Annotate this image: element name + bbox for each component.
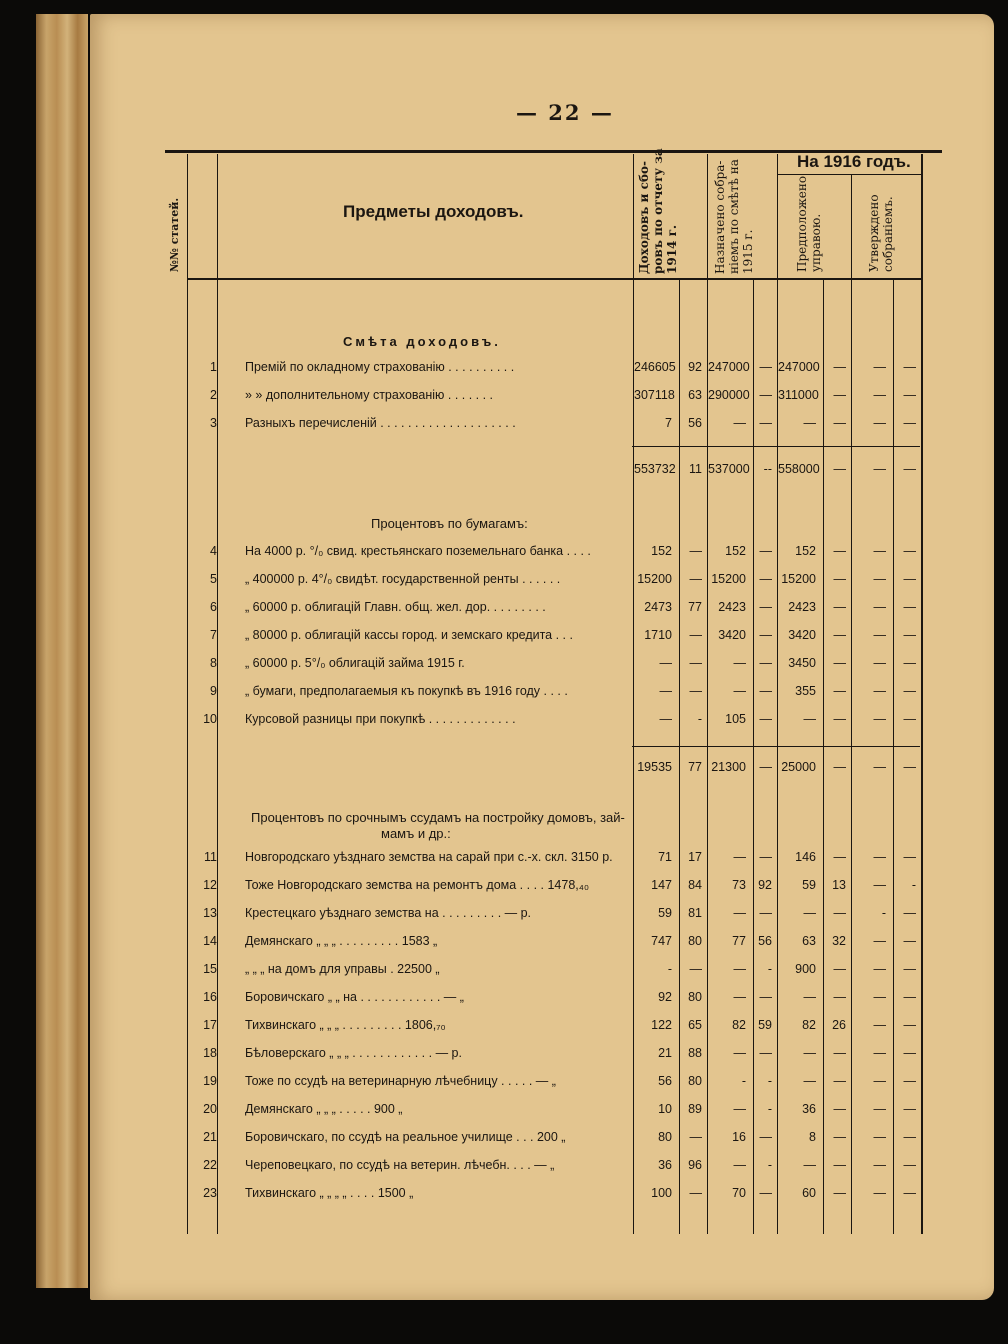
cell-h: —	[903, 1186, 916, 1200]
table-row	[165, 906, 922, 924]
subtotal-cell-e: 25000	[781, 760, 816, 774]
cell-a: 307118	[634, 388, 675, 402]
section-title-securities: Процентовъ по бумагамъ:	[371, 516, 528, 531]
table-row	[165, 388, 922, 406]
cell-g: —	[873, 850, 886, 864]
cell-b: 80	[688, 1074, 702, 1088]
header-article-no: №№ статей.	[168, 197, 181, 272]
header-1914-line3: 1914 г.	[665, 224, 679, 274]
cell-b: —	[689, 628, 702, 642]
cell-a: 100	[651, 1186, 672, 1200]
header-rule	[187, 278, 922, 280]
table-row	[165, 850, 922, 868]
cell-g: —	[873, 878, 886, 892]
cell-h: -	[911, 878, 916, 892]
cell-g: —	[873, 572, 886, 586]
table-row	[165, 712, 922, 730]
cell-d: —	[759, 360, 772, 374]
row-number: 16	[203, 990, 217, 1004]
row-description: Тоже Новгородскаго земства на ремонтъ дома . . . . 1478,₄₀	[245, 878, 590, 892]
table-row	[165, 962, 922, 980]
cell-d: —	[759, 1046, 772, 1060]
row-description: Тоже по ссудѣ на ветеринарную лѣчебницу . . . . . — „	[245, 1074, 556, 1088]
row-number: 23	[203, 1186, 217, 1200]
cell-h: —	[903, 990, 916, 1004]
cell-a: 59	[658, 906, 672, 920]
cell-e: 15200	[781, 572, 816, 586]
cell-f: —	[833, 544, 846, 558]
cell-h: —	[903, 1046, 916, 1060]
row-number: 22	[203, 1158, 217, 1172]
table-row	[165, 1102, 922, 1120]
cell-a: —	[659, 712, 672, 726]
header-1914-line1: Доходовъ и сбо-	[637, 161, 651, 274]
cell-c: —	[733, 1102, 746, 1116]
table-row	[165, 1186, 922, 1204]
header-1915-line2: ніемъ по смѣтѣ на	[727, 159, 741, 274]
header-approved-line2: собраніемъ.	[881, 196, 895, 272]
cell-d: —	[759, 906, 772, 920]
cell-h: —	[903, 388, 916, 402]
cell-a: 56	[658, 1074, 672, 1088]
cell-a: 92	[658, 990, 672, 1004]
cell-a: 246605	[634, 360, 676, 374]
cell-c: 70	[732, 1186, 746, 1200]
cell-b: 88	[688, 1046, 702, 1060]
table-row	[165, 684, 922, 702]
cell-c: 105	[725, 712, 746, 726]
row-description: „ 60000 р. облигацій Главн. общ. жел. дор. . . . . . . . .	[245, 600, 546, 614]
cell-d: —	[759, 990, 772, 1004]
table-row	[165, 1018, 922, 1036]
cell-d: —	[759, 388, 772, 402]
header-proposed-line1: Предположено	[795, 175, 809, 272]
table-row	[165, 544, 922, 562]
cell-f: —	[833, 962, 846, 976]
subtotal-cell-a: 19535	[637, 760, 672, 774]
cell-f: —	[833, 1186, 846, 1200]
table-row	[165, 360, 922, 378]
cell-h: —	[903, 850, 916, 864]
row-number: 5	[210, 572, 217, 586]
cell-f: —	[833, 1158, 846, 1172]
cell-a: 1710	[644, 628, 672, 642]
cell-g: —	[873, 544, 886, 558]
header-1914-line2: ровъ по отчету за	[651, 148, 665, 274]
header-1915-line1: Назначено собра-	[713, 160, 727, 274]
cell-e: —	[803, 1046, 816, 1060]
cell-d: —	[759, 850, 772, 864]
page-number: — 22 —	[516, 100, 614, 125]
row-number: 12	[203, 878, 217, 892]
subtotal1-rule	[632, 446, 920, 447]
cell-e: —	[803, 416, 816, 430]
table-row	[165, 1046, 922, 1064]
cell-g: —	[873, 1158, 886, 1172]
cell-e: —	[803, 990, 816, 1004]
cell-f: —	[833, 1102, 846, 1116]
row-number: 14	[203, 934, 217, 948]
cell-d: —	[759, 628, 772, 642]
cell-c: 2423	[718, 600, 746, 614]
cell-h: —	[903, 360, 916, 374]
subtotal-cell-b: 11	[689, 462, 702, 476]
cell-c: —	[733, 850, 746, 864]
cell-a: —	[659, 684, 672, 698]
cell-d: —	[759, 1186, 772, 1200]
cell-a: 7	[665, 416, 672, 430]
row-number: 11	[204, 850, 217, 864]
cell-b: 63	[688, 388, 702, 402]
row-number: 1	[210, 360, 217, 374]
subtotal-cell-h: —	[903, 760, 916, 774]
row-description: Боровичскаго, по ссудѣ на реальное училище . . . 200 „	[245, 1130, 566, 1144]
cell-b: —	[689, 684, 702, 698]
cell-d: —	[759, 1130, 772, 1144]
table-row	[165, 416, 922, 434]
cell-d: -	[767, 1074, 772, 1088]
cell-h: —	[903, 1158, 916, 1172]
cell-f: —	[833, 628, 846, 642]
cell-h: —	[903, 1130, 916, 1144]
table-row	[165, 656, 922, 674]
cell-h: —	[903, 684, 916, 698]
cell-h: —	[903, 962, 916, 976]
subtotal-cell-a: 553732	[634, 462, 676, 476]
cell-e: 146	[795, 850, 816, 864]
row-number: 7	[210, 628, 217, 642]
header-1915	[713, 159, 755, 274]
row-number: 9	[210, 684, 217, 698]
row-description: » » дополнительному страхованію . . . . . . .	[245, 388, 494, 402]
row-description: Новгородскаго уѣзднаго земства на сарай при с.-х. скл. 3150 р.	[245, 850, 613, 864]
cell-g: —	[873, 1186, 886, 1200]
cell-d: 92	[758, 878, 772, 892]
cell-d: —	[759, 544, 772, 558]
cell-b: 80	[688, 934, 702, 948]
section-title-loans-line1: Процентовъ по срочнымъ ссудамъ на постройку домовъ, зай-	[251, 810, 625, 825]
cell-f: —	[833, 572, 846, 586]
cell-e: —	[803, 1158, 816, 1172]
cell-h: —	[903, 416, 916, 430]
cell-b: —	[689, 572, 702, 586]
cell-b: 84	[688, 878, 702, 892]
row-number: 2	[210, 388, 217, 402]
row-number: 19	[203, 1074, 217, 1088]
header-1916: На 1916 годъ.	[797, 152, 911, 171]
cell-a: 152	[651, 544, 672, 558]
cell-g: —	[873, 600, 886, 614]
subtotal-row	[165, 760, 922, 778]
subtotal-cell-c: 21300	[711, 760, 746, 774]
row-number: 15	[203, 962, 217, 976]
cell-e: 247000	[778, 360, 820, 374]
cell-c: 152	[725, 544, 746, 558]
cell-g: —	[873, 712, 886, 726]
header-approved	[867, 194, 895, 272]
cell-c: —	[733, 656, 746, 670]
cell-c: —	[733, 1046, 746, 1060]
subtotal-cell-f: —	[833, 760, 846, 774]
cell-f: —	[833, 360, 846, 374]
cell-b: 77	[688, 600, 702, 614]
header-proposed-line2: управою.	[809, 213, 823, 272]
cell-e: 82	[802, 1018, 816, 1032]
header-proposed	[795, 176, 823, 272]
cell-d: -	[767, 962, 772, 976]
header-1915-line3: 1915 г.	[741, 229, 755, 274]
row-description: На 4000 р. °/₀ свид. крестьянскаго поземельнаго банка . . . .	[245, 544, 591, 558]
cell-b: —	[689, 544, 702, 558]
cell-b: —	[689, 656, 702, 670]
subtotal-cell-h: —	[903, 462, 916, 476]
cell-b: —	[689, 1186, 702, 1200]
section-title-estimate: Смѣта доходовъ.	[343, 334, 501, 349]
cell-d: 56	[758, 934, 772, 948]
table-row	[165, 1130, 922, 1148]
page-edges	[36, 14, 88, 1288]
row-description: „ 80000 р. облигацій кассы город. и земскаго кредита . . .	[245, 628, 573, 642]
row-description: Череповецкаго, по ссудѣ на ветерин. лѣчебн. . . . — „	[245, 1158, 555, 1172]
subtotal-cell-g: —	[873, 462, 886, 476]
cell-f: —	[833, 990, 846, 1004]
cell-f: —	[833, 600, 846, 614]
table-row	[165, 572, 922, 590]
header-approved-line1: Утверждено	[867, 194, 881, 272]
row-number: 20	[203, 1102, 217, 1116]
cell-f: —	[833, 712, 846, 726]
cell-h: —	[903, 600, 916, 614]
cell-b: 81	[688, 906, 702, 920]
row-description: Тихвинскаго „ „ „ „ . . . . 1500 „	[245, 1186, 414, 1200]
header-1914	[637, 148, 679, 274]
row-description: Крестецкаго уѣзднаго земства на . . . . . . . . . — р.	[245, 906, 532, 920]
cell-e: 311000	[778, 388, 819, 402]
row-number: 13	[203, 906, 217, 920]
cell-c: —	[733, 416, 746, 430]
cell-b: -	[697, 712, 702, 726]
row-description: Демянскаго „ „ „ . . . . . 900 „	[245, 1102, 403, 1116]
cell-a: 10	[658, 1102, 672, 1116]
cell-d: -	[767, 1158, 772, 1172]
cell-g: —	[873, 990, 886, 1004]
cell-e: —	[803, 712, 816, 726]
row-description: „ бумаги, предполагаемыя къ покупкѣ въ 1916 году . . . .	[245, 684, 568, 698]
cell-g: —	[873, 628, 886, 642]
cell-f: —	[833, 1046, 846, 1060]
cell-c: 247000	[708, 360, 750, 374]
cell-f: —	[833, 388, 846, 402]
row-number: 3	[210, 416, 217, 430]
estimate-table	[165, 150, 942, 1240]
row-description: „ 400000 р. 4°/₀ свидѣт. государственной ренты . . . . . .	[245, 572, 561, 586]
row-description: Премій по окладному страхованію . . . . . . . . . .	[245, 360, 515, 374]
cell-e: —	[803, 906, 816, 920]
cell-h: —	[903, 934, 916, 948]
subtotal-row	[165, 462, 922, 480]
cell-a: 21	[658, 1046, 672, 1060]
table-row	[165, 878, 922, 896]
cell-a: 15200	[637, 572, 672, 586]
row-description: Тихвинскаго „ „ „ . . . . . . . . . 1806,₇₀	[245, 1018, 446, 1032]
row-description: „ „ „ на домъ для управы . 22500 „	[245, 962, 440, 976]
cell-h: —	[903, 1074, 916, 1088]
table-row	[165, 600, 922, 618]
row-description: Разныхъ перечисленій . . . . . . . . . . . . . . . . . . . .	[245, 416, 516, 430]
subtotal2-rule	[632, 746, 920, 747]
cell-c: 77	[732, 934, 746, 948]
cell-f: —	[833, 1074, 846, 1088]
cell-b: 17	[688, 850, 702, 864]
cell-c: —	[733, 684, 746, 698]
cell-h: —	[903, 1018, 916, 1032]
subtotal-cell-f: —	[833, 462, 846, 476]
cell-e: 59	[802, 878, 816, 892]
subtotal-cell-c: 537000	[708, 462, 750, 476]
cell-b: —	[689, 962, 702, 976]
cell-a: 2473	[644, 600, 672, 614]
row-description: Демянскаго „ „ „ . . . . . . . . . 1583 „	[245, 934, 438, 948]
row-number: 4	[210, 544, 217, 558]
cell-d: —	[759, 684, 772, 698]
cell-c: 82	[732, 1018, 746, 1032]
cell-f: 26	[832, 1018, 846, 1032]
table-row	[165, 934, 922, 952]
cell-a: 147	[651, 878, 672, 892]
cell-d: —	[759, 416, 772, 430]
cell-c: 16	[732, 1130, 746, 1144]
cell-f: 32	[832, 934, 846, 948]
row-description: Курсовой разницы при покупкѣ . . . . . . . . . . . . .	[245, 712, 516, 726]
row-number: 8	[210, 656, 217, 670]
cell-e: 3450	[788, 656, 816, 670]
cell-b: 56	[688, 416, 702, 430]
cell-g: —	[873, 656, 886, 670]
cell-a: 36	[658, 1158, 672, 1172]
cell-e: 3420	[788, 628, 816, 642]
cell-c: —	[733, 990, 746, 1004]
cell-f: —	[833, 1130, 846, 1144]
cell-c: —	[733, 962, 746, 976]
cell-b: 80	[688, 990, 702, 1004]
cell-e: 8	[809, 1130, 816, 1144]
cell-h: —	[903, 544, 916, 558]
cell-c: -	[741, 1074, 746, 1088]
cell-e: 2423	[788, 600, 816, 614]
cell-b: 92	[688, 360, 702, 374]
cell-g: —	[873, 934, 886, 948]
row-number: 17	[203, 1018, 217, 1032]
row-description: Боровичскаго „ „ на . . . . . . . . . . . . — „	[245, 990, 464, 1004]
cell-c: 73	[732, 878, 746, 892]
cell-g: —	[873, 388, 886, 402]
cell-g: -	[881, 906, 886, 920]
subtotal-cell-d: --	[763, 462, 772, 476]
cell-h: —	[903, 572, 916, 586]
cell-e: —	[803, 1074, 816, 1088]
cell-e: 355	[795, 684, 816, 698]
cell-d: —	[759, 712, 772, 726]
row-number: 18	[203, 1046, 217, 1060]
cell-a: 747	[651, 934, 672, 948]
cell-h: —	[903, 712, 916, 726]
year-rule	[778, 174, 922, 175]
cell-g: —	[873, 360, 886, 374]
row-description: „ 60000 р. 5°/₀ облигацій займа 1915 г.	[245, 656, 465, 670]
row-number: 21	[203, 1130, 217, 1144]
cell-f: —	[833, 416, 846, 430]
table-row	[165, 990, 922, 1008]
cell-b: —	[689, 1130, 702, 1144]
cell-d: —	[759, 656, 772, 670]
cell-h: —	[903, 628, 916, 642]
cell-c: 3420	[718, 628, 746, 642]
cell-f: 13	[832, 878, 846, 892]
cell-e: 60	[802, 1186, 816, 1200]
row-number: 6	[210, 600, 217, 614]
section-title-loans-line2: мамъ и др.:	[381, 826, 451, 841]
cell-g: —	[873, 1102, 886, 1116]
cell-f: —	[833, 906, 846, 920]
cell-h: —	[903, 906, 916, 920]
header-subject: Предметы доходовъ.	[343, 202, 524, 221]
subtotal-cell-d: —	[759, 760, 772, 774]
cell-e: 152	[795, 544, 816, 558]
cell-g: —	[873, 684, 886, 698]
cell-c: 290000	[708, 388, 750, 402]
subtotal-cell-e: 558000	[778, 462, 820, 476]
subtotal-cell-g: —	[873, 760, 886, 774]
table-row	[165, 1074, 922, 1092]
cell-f: —	[833, 656, 846, 670]
cell-g: —	[873, 1046, 886, 1060]
cell-h: —	[903, 1102, 916, 1116]
cell-g: —	[873, 1074, 886, 1088]
cell-c: —	[733, 906, 746, 920]
table-row	[165, 628, 922, 646]
cell-a: 71	[658, 850, 672, 864]
cell-e: 36	[802, 1102, 816, 1116]
cell-b: 89	[688, 1102, 702, 1116]
row-description: Бѣловерскаго „ „ „ . . . . . . . . . . . . — р.	[245, 1046, 462, 1060]
cell-f: —	[833, 850, 846, 864]
cell-e: 63	[802, 934, 816, 948]
cell-g: —	[873, 962, 886, 976]
cell-g: —	[873, 416, 886, 430]
cell-d: -	[767, 1102, 772, 1116]
cell-g: —	[873, 1018, 886, 1032]
cell-h: —	[903, 656, 916, 670]
cell-e: 900	[795, 962, 816, 976]
cell-c: —	[733, 1158, 746, 1172]
cell-f: —	[833, 684, 846, 698]
cell-d: —	[759, 572, 772, 586]
cell-b: 96	[688, 1158, 702, 1172]
cell-b: 65	[688, 1018, 702, 1032]
cell-a: 122	[651, 1018, 672, 1032]
cell-d: 59	[758, 1018, 772, 1032]
cell-d: —	[759, 600, 772, 614]
subtotal-cell-b: 77	[688, 760, 702, 774]
cell-a: 80	[658, 1130, 672, 1144]
cell-a: -	[667, 962, 672, 976]
table-row	[165, 1158, 922, 1176]
cell-a: —	[659, 656, 672, 670]
cell-g: —	[873, 1130, 886, 1144]
cell-c: 15200	[711, 572, 746, 586]
row-number: 10	[203, 712, 217, 726]
